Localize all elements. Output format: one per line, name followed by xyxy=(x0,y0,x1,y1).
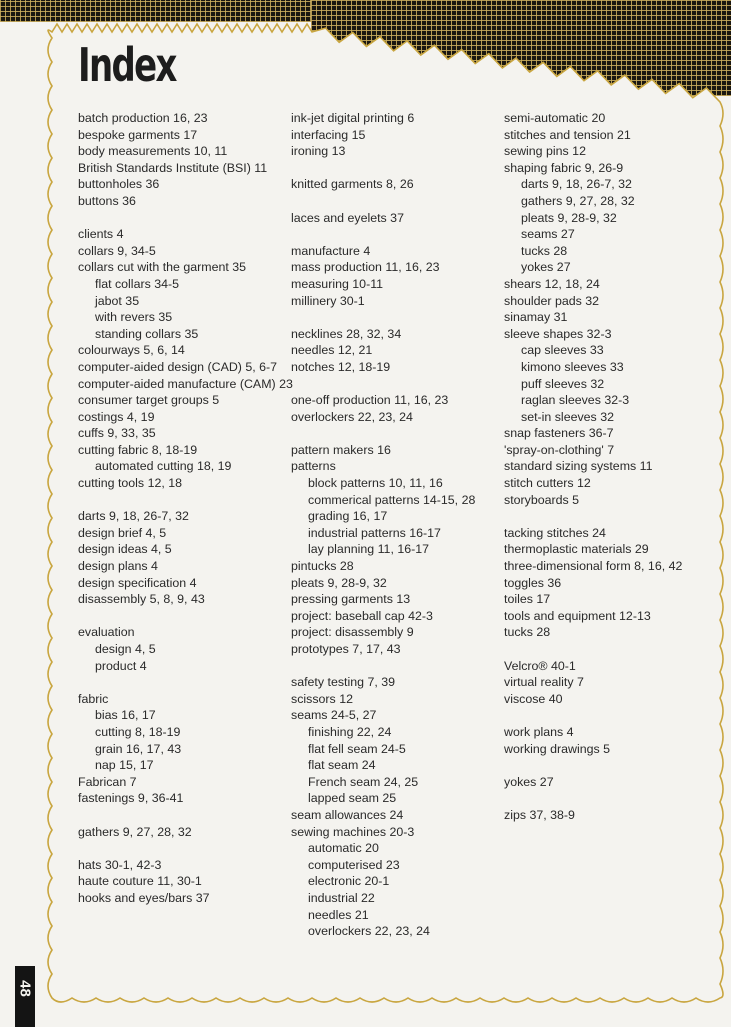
index-subentry: yokes 27 xyxy=(521,260,571,275)
index-entry: design plans 4 xyxy=(78,559,158,574)
index-entry: ink-jet digital printing 6 xyxy=(291,111,415,125)
index-subentry: commerical patterns 14-15, 28 xyxy=(308,492,476,507)
index-subentry: design 4, 5 xyxy=(95,642,156,656)
index-subentry: with revers 35 xyxy=(95,310,173,325)
index-entry: costings 4, 19 xyxy=(78,409,155,424)
index-entry: tacking stitches 24 xyxy=(504,525,606,540)
index-subentry: set-in sleeves 32 xyxy=(521,409,614,424)
index-gap xyxy=(78,492,293,509)
index-entry: standard sizing systems 11 xyxy=(504,459,653,474)
index-gap xyxy=(504,757,719,774)
index-entry: manufacture 4 xyxy=(291,243,371,258)
index-entry: British Standards Institute (BSI) 11 xyxy=(78,160,268,175)
index-entry: prototypes 7, 17, 43 xyxy=(291,642,401,656)
index-subentry: puff sleeves 32 xyxy=(521,376,605,391)
index-entry: millinery 30-1 xyxy=(291,293,365,308)
index-entry: sleeve shapes 32-3 xyxy=(504,326,612,341)
index-entry: seams 24-5, 27 xyxy=(291,708,377,723)
index-gap xyxy=(291,193,506,210)
index-entry: needles 12, 21 xyxy=(291,343,373,358)
index-entry: haute couture 11, 30-1 xyxy=(78,874,202,889)
index-subentry: lapped seam 25 xyxy=(308,791,397,806)
index-subentry: grain 16, 17, 43 xyxy=(95,741,182,756)
index-entry: darts 9, 18, 26-7, 32 xyxy=(78,509,189,524)
index-entry: zips 37, 38-9 xyxy=(504,807,575,822)
index-entry: tucks 28 xyxy=(504,625,551,640)
index-subentry: cutting 8, 18-19 xyxy=(95,724,181,739)
index-entry: laces and eyelets 37 xyxy=(291,210,404,225)
index-entry: gathers 9, 27, 28, 32 xyxy=(78,824,192,839)
index-entry: consumer target groups 5 xyxy=(78,393,220,408)
index-entry: shears 12, 18, 24 xyxy=(504,276,600,291)
index-subentry: needles 21 xyxy=(308,907,369,922)
index-entry: cutting fabric 8, 18-19 xyxy=(78,442,198,457)
index-gap xyxy=(291,658,506,675)
index-entry: interfacing 15 xyxy=(291,127,366,142)
index-subentry: automatic 20 xyxy=(308,841,379,856)
index-entry: thermoplastic materials 29 xyxy=(504,542,649,557)
index-subentry: darts 9, 18, 26-7, 32 xyxy=(521,177,632,192)
index-subentry: jabot 35 xyxy=(95,293,140,308)
page-title: Index xyxy=(78,38,176,92)
index-gap xyxy=(78,807,293,824)
index-entry: hooks and eyes/bars 37 xyxy=(78,890,210,905)
index-entry: ironing 13 xyxy=(291,144,346,159)
index-entry: hats 30-1, 42-3 xyxy=(78,857,162,872)
index-entry: yokes 27 xyxy=(504,774,554,789)
index-subentry: kimono sleeves 33 xyxy=(521,359,624,374)
index-subentry: automated cutting 18, 19 xyxy=(95,459,232,474)
index-entry: shaping fabric 9, 26-9 xyxy=(504,160,624,175)
index-gap xyxy=(78,210,293,227)
index-subentry: bias 16, 17 xyxy=(95,708,156,723)
index-entry: buttons 36 xyxy=(78,193,136,208)
index-entry: design ideas 4, 5 xyxy=(78,542,172,557)
index-entry: clients 4 xyxy=(78,227,124,242)
index-entry: seam allowances 24 xyxy=(291,807,404,822)
index-entry: notches 12, 18-19 xyxy=(291,359,391,374)
index-entry: pleats 9, 28-9, 32 xyxy=(291,575,387,590)
index-entry: sewing machines 20-3 xyxy=(291,824,415,839)
index-subentry: tucks 28 xyxy=(521,243,568,258)
index-entry: sinamay 31 xyxy=(504,310,568,325)
index-subentry: flat seam 24 xyxy=(308,758,376,773)
index-entry: knitted garments 8, 26 xyxy=(291,177,414,192)
index-entry: collars 9, 34-5 xyxy=(78,243,156,258)
index-subentry: raglan sleeves 32-3 xyxy=(521,393,630,408)
index-entry: evaluation xyxy=(78,625,135,640)
index-entry: storyboards 5 xyxy=(504,492,580,507)
index-entry: viscose 40 xyxy=(504,691,563,706)
index-entry: design brief 4, 5 xyxy=(78,525,167,540)
index-gap xyxy=(291,376,506,393)
index-entry: mass production 11, 16, 23 xyxy=(291,260,440,275)
index-subentry: computerised 23 xyxy=(308,857,400,872)
index-entry: semi-automatic 20 xyxy=(504,111,606,125)
index-entry: fabric xyxy=(78,691,109,706)
index-entry: overlockers 22, 23, 24 xyxy=(291,409,413,424)
index-entry: snap fasteners 36-7 xyxy=(504,426,614,441)
index-subentry: finishing 22, 24 xyxy=(308,724,392,739)
index-subentry: product 4 xyxy=(95,658,147,673)
index-entry: collars cut with the garment 35 xyxy=(78,260,247,275)
index-entry: fastenings 9, 36-41 xyxy=(78,791,184,806)
index-entry: pintucks 28 xyxy=(291,559,354,574)
index-subentry: pleats 9, 28-9, 32 xyxy=(521,210,617,225)
index-subentry: overlockers 22, 23, 24 xyxy=(308,924,430,939)
index-entry: one-off production 11, 16, 23 xyxy=(291,393,449,408)
index-entry: 'spray-on-clothing' 7 xyxy=(504,442,615,457)
index-gap xyxy=(504,508,719,525)
index-entry: necklines 28, 32, 34 xyxy=(291,326,402,341)
index-entry: patterns xyxy=(291,459,336,474)
index-entry: Fabrican 7 xyxy=(78,774,137,789)
index-subentry: standing collars 35 xyxy=(95,326,199,341)
index-entry: three-dimensional form 8, 16, 42 xyxy=(504,559,683,574)
index-subentry: flat fell seam 24-5 xyxy=(308,741,406,756)
index-entry: scissors 12 xyxy=(291,691,353,706)
index-gap xyxy=(78,840,293,857)
index-entry: working drawings 5 xyxy=(504,741,611,756)
index-entry: buttonholes 36 xyxy=(78,177,160,192)
index-subentry: gathers 9, 27, 28, 32 xyxy=(521,193,635,208)
index-entry: measuring 10-11 xyxy=(291,276,384,291)
index-subentry: seams 27 xyxy=(521,227,575,242)
index-entry: design specification 4 xyxy=(78,575,197,590)
index-subentry: industrial 22 xyxy=(308,890,375,905)
index-entry: pressing garments 13 xyxy=(291,592,411,607)
index-subentry: electronic 20-1 xyxy=(308,874,390,889)
page-number: 48 xyxy=(16,980,34,997)
index-subentry: industrial patterns 16-17 xyxy=(308,525,441,540)
index-gap xyxy=(504,707,719,724)
index-entry: project: disassembly 9 xyxy=(291,625,414,640)
index-gap xyxy=(504,790,719,807)
index-entry: safety testing 7, 39 xyxy=(291,675,396,690)
index-entry: toiles 17 xyxy=(504,592,551,607)
index-gap xyxy=(291,425,506,442)
index-gap xyxy=(291,226,506,243)
index-subentry: block patterns 10, 11, 16 xyxy=(308,476,443,491)
index-entry: colourways 5, 6, 14 xyxy=(78,343,185,358)
index-entry: batch production 16, 23 xyxy=(78,111,208,125)
index-entry: virtual reality 7 xyxy=(504,675,584,690)
index-gap xyxy=(504,641,719,658)
index-gap xyxy=(291,160,506,177)
index-gap xyxy=(291,309,506,326)
index-gap xyxy=(78,674,293,691)
index-entry: body measurements 10, 11 xyxy=(78,144,228,159)
index-column-3 xyxy=(504,110,719,824)
index-entry: cuffs 9, 33, 35 xyxy=(78,426,156,441)
index-subentry: lay planning 11, 16-17 xyxy=(308,542,430,557)
index-entry: Velcro® 40-1 xyxy=(504,658,576,673)
index-entry: project: baseball cap 42-3 xyxy=(291,608,433,623)
index-subentry: French seam 24, 25 xyxy=(308,774,419,789)
index-entry: work plans 4 xyxy=(504,724,574,739)
index-entry: stitch cutters 12 xyxy=(504,476,591,491)
index-entry: sewing pins 12 xyxy=(504,144,586,159)
index-entry: computer-aided manufacture (CAM) 23 xyxy=(78,376,293,391)
index-entry: disassembly 5, 8, 9, 43 xyxy=(78,592,205,607)
index-subentry: flat collars 34-5 xyxy=(95,276,180,291)
index-entry: computer-aided design (CAD) 5, 6-7 xyxy=(78,359,278,374)
index-gap xyxy=(78,608,293,625)
index-entry: shoulder pads 32 xyxy=(504,293,600,308)
index-subentry: cap sleeves 33 xyxy=(521,343,604,358)
index-entry: tools and equipment 12-13 xyxy=(504,608,651,623)
index-subentry: nap 15, 17 xyxy=(95,758,154,773)
index-subentry: grading 16, 17 xyxy=(308,509,388,524)
index-entry: pattern makers 16 xyxy=(291,442,391,457)
index-entry: toggles 36 xyxy=(504,575,562,590)
index-entry: bespoke garments 17 xyxy=(78,127,198,142)
index-column-1 xyxy=(78,110,293,907)
index-entry: cutting tools 12, 18 xyxy=(78,476,183,491)
index-entry: stitches and tension 21 xyxy=(504,127,631,142)
index-column-2 xyxy=(291,110,506,940)
